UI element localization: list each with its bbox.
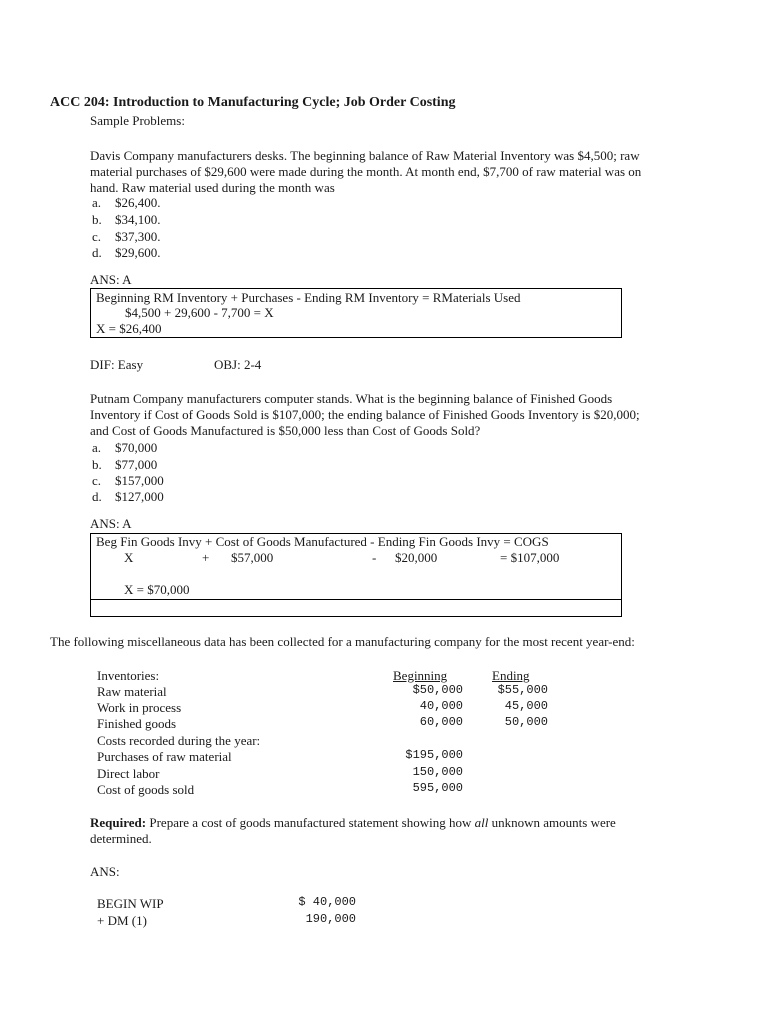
q1-box-line-1: Beginning RM Inventory + Purchases - Ending RM Inventory = RMaterials Used: [96, 290, 521, 305]
q1-option-text: $26,400.: [115, 195, 161, 210]
inventory-row-ending: 50,000: [504, 715, 548, 729]
answer-row-value: 190,000: [305, 912, 356, 926]
required-emphasis: all: [474, 815, 489, 830]
q2-option-text: $127,000: [115, 489, 164, 504]
document-subtitle: Sample Problems:: [90, 113, 185, 128]
q2-option-text: $157,000: [115, 473, 164, 488]
q1-option-letter: a.: [92, 195, 102, 210]
q1-difficulty: DIF: Easy: [90, 357, 144, 372]
q1-objective: OBJ: 2-4: [214, 357, 262, 372]
q1-line-1: Davis Company manufacturers desks. The beginning balance of Raw Material Inventory was $4,500; raw: [90, 148, 640, 163]
inventory-row-label: Raw material: [97, 684, 167, 699]
q1-option-text: $34,100.: [115, 212, 161, 227]
q2-box-cogm: $57,000: [231, 550, 274, 565]
q2-option-letter: a.: [92, 440, 102, 455]
col-beginning-header: Beginning: [393, 668, 448, 683]
required-text-cont: unknown amounts were: [488, 815, 616, 830]
q2-line-2: Inventory if Cost of Goods Sold is $107,000; the ending balance of Finished Goods Inventory is $20,000;: [90, 407, 640, 422]
q2-line-3: and Cost of Goods Manufactured is $50,000 less than Cost of Goods Sold?: [90, 423, 481, 438]
q2-option-letter: d.: [92, 489, 102, 504]
q1-box-line-3: X = $26,400: [96, 321, 162, 336]
q1-option-letter: b.: [92, 212, 102, 227]
inventory-row-beginning: 40,000: [419, 699, 463, 713]
q1-line-2: material purchases of $29,600 were made during the month. At month end, $7,700 of raw material was on: [90, 164, 642, 179]
inventory-row-beginning: $50,000: [412, 683, 463, 697]
required-text-line-2: determined.: [90, 831, 152, 846]
cost-row-label: Purchases of raw material: [97, 749, 232, 764]
q2-option-letter: c.: [92, 473, 102, 488]
answer-row-value: $ 40,000: [298, 895, 356, 909]
q2-box-x: X: [124, 550, 134, 565]
document-title: ACC 204: Introduction to Manufacturing Cycle; Job Order Costing: [50, 95, 456, 110]
cost-row-label: Cost of goods sold: [97, 782, 195, 797]
q2-box-ending: $20,000: [395, 550, 438, 565]
q2-option-text: $70,000: [115, 440, 158, 455]
costs-label: Costs recorded during the year:: [97, 733, 261, 748]
q2-solution-box-footer: [90, 599, 622, 617]
q2-box-result: X = $70,000: [124, 582, 190, 597]
answer-row-label: BEGIN WIP: [97, 896, 164, 911]
cost-row-value: $195,000: [405, 748, 463, 762]
q2-box-minus: -: [372, 550, 377, 565]
inventory-row-ending: 45,000: [504, 699, 548, 713]
inventory-row-label: Finished goods: [97, 716, 177, 731]
q2-line-1: Putnam Company manufacturers computer stands. What is the beginning balance of Finished Goods: [90, 391, 613, 406]
q2-box-header: Beg Fin Goods Invy + Cost of Goods Manufactured - Ending Fin Goods Invy = COGS: [96, 534, 549, 549]
q2-option-text: $77,000: [115, 457, 158, 472]
q1-option-text: $29,600.: [115, 245, 161, 260]
q3-answer-label: ANS:: [90, 864, 120, 879]
q2-box-plus: +: [202, 550, 210, 565]
q2-option-letter: b.: [92, 457, 102, 472]
cost-row-label: Direct labor: [97, 766, 160, 781]
required-text: Prepare a cost of goods manufactured statement showing how: [146, 815, 475, 830]
cost-row-value: 595,000: [412, 781, 463, 795]
q2-box-cogs: = $107,000: [500, 550, 560, 565]
inventory-row-ending: $55,000: [497, 683, 548, 697]
q1-box-line-2: $4,500 + 29,600 - 7,700 = X: [125, 305, 274, 320]
q1-option-text: $37,300.: [115, 229, 161, 244]
q1-option-letter: d.: [92, 245, 102, 260]
required-label: Required:: [90, 815, 147, 830]
cost-row-value: 150,000: [412, 765, 463, 779]
q1-option-letter: c.: [92, 229, 102, 244]
answer-row-label: + DM (1): [97, 913, 147, 928]
q1-answer: ANS: A: [90, 272, 132, 287]
required-paragraph: [90, 815, 616, 831]
inventory-row-beginning: 60,000: [419, 715, 463, 729]
q1-line-3: hand. Raw material used during the month was: [90, 180, 335, 195]
inventory-row-label: Work in process: [97, 700, 182, 715]
q2-answer: ANS: A: [90, 516, 132, 531]
q3-intro: The following miscellaneous data has been collected for a manufacturing company for the most recent year-end:: [50, 634, 635, 649]
inventories-label: Inventories:: [97, 668, 160, 683]
col-ending-header: Ending: [492, 668, 530, 683]
